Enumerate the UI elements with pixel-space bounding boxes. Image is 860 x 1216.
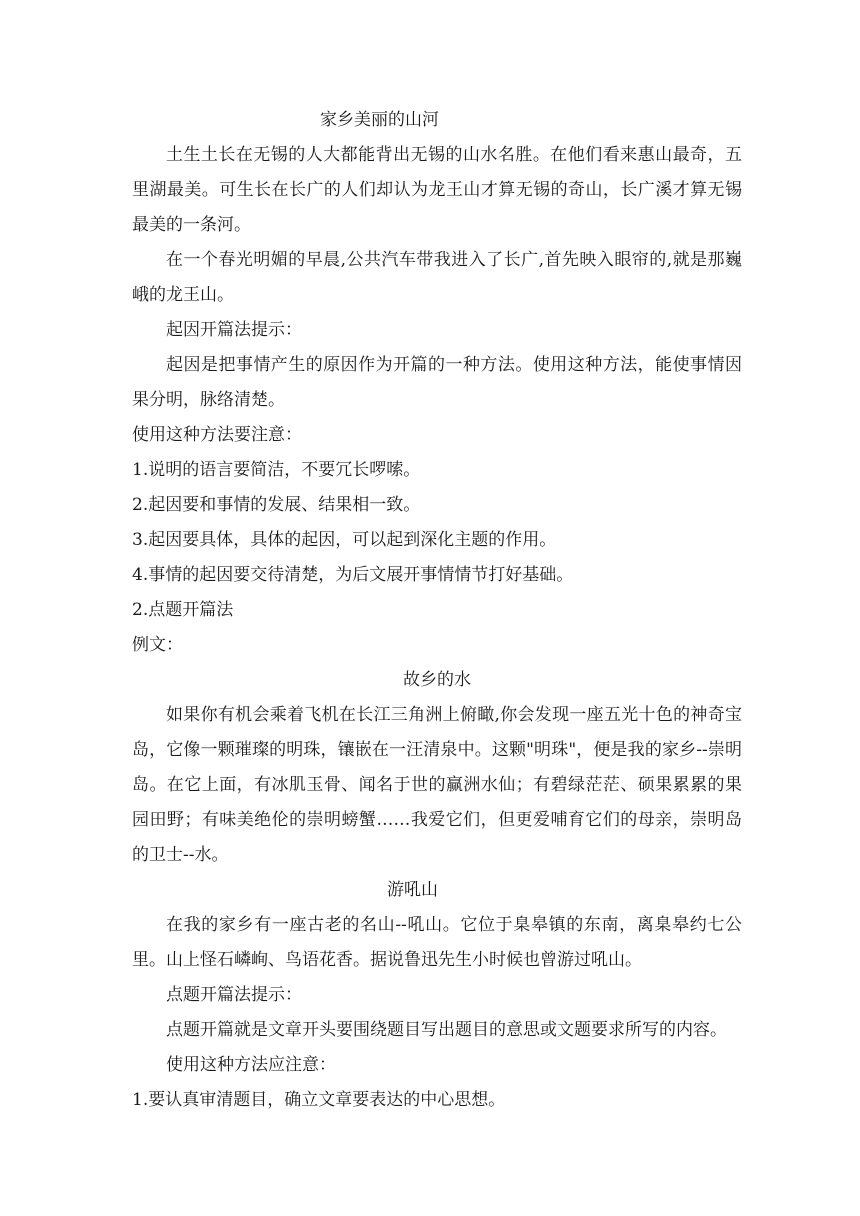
notice-heading: 使用这种方法应注意：	[166, 1055, 336, 1075]
list-item: 2.起因要和事情的发展、结果相一致。	[132, 495, 421, 515]
list-item: 1.要认真审清题目，确立文章要表达的中心思想。	[132, 1090, 506, 1110]
essay-paragraph: 在一个春光明媚的早晨,公共汽车带我进入了长广,首先映入眼帘的,就是那巍峨的龙王山。	[132, 250, 742, 305]
hint-body-topic-opening: 点题开篇就是文章开头要围绕题目写出题目的意思或文题要求所写的内容。	[166, 1020, 727, 1040]
essay-paragraph: 土生土长在无锡的人大都能背出无锡的山水名胜。在他们看来惠山最奇，五里湖最美。可生长在长广的人们却认为龙王山才算无锡的奇山，长广溪才算无锡最美的一条河。	[132, 145, 742, 235]
section-heading: 2.点题开篇法	[132, 600, 234, 620]
essay-paragraph: 在我的家乡有一座古老的名山--吼山。它位于臬皋镇的东南，离臬皋约七公里。山上怪石嶙峋、鸟语花香。据说鲁迅先生小时候也曾游过吼山。	[132, 915, 742, 970]
list-item: 3.起因要具体，具体的起因，可以起到深化主题的作用。	[132, 530, 557, 550]
hint-heading-topic-opening: 点题开篇法提示：	[166, 985, 302, 1005]
example-label: 例文：	[132, 635, 183, 655]
hint-heading-cause-opening: 起因开篇法提示：	[166, 320, 302, 340]
document-page	[132, 103, 742, 1118]
hint-body-cause-opening: 起因是把事情产生的原因作为开篇的一种方法。使用这种方法，能使事情因果分明，脉络清楚。	[132, 355, 742, 410]
essay-title-hometown-water: 故乡的水	[403, 670, 471, 690]
notice-heading: 使用这种方法要注意：	[132, 425, 302, 445]
essay-title-hou-mountain: 游吼山	[387, 880, 438, 900]
essay-title-hometown-mountains: 家乡美丽的山河	[320, 110, 439, 130]
essay-paragraph: 如果你有机会乘着飞机在长江三角洲上俯瞰,你会发现一座五光十色的神奇宝岛，它像一颗璀璨的明珠，镶嵌在一汪清泉中。这颗"明珠"，便是我的家乡--崇明岛。在它上面，有冰肌玉骨、闻名于世的赢洲水仙；有碧绿茫茫、硕果累累的果园田野；有味美绝伦的崇明螃蟹……我爱它们，但更爱哺育它们的母亲，崇明岛的卫士--水。	[132, 705, 742, 865]
list-item: 4.事情的起因要交待清楚，为后文展开事情情节打好基础。	[132, 565, 574, 585]
list-item: 1.说明的语言要简洁，不要冗长啰嗦。	[132, 460, 421, 480]
